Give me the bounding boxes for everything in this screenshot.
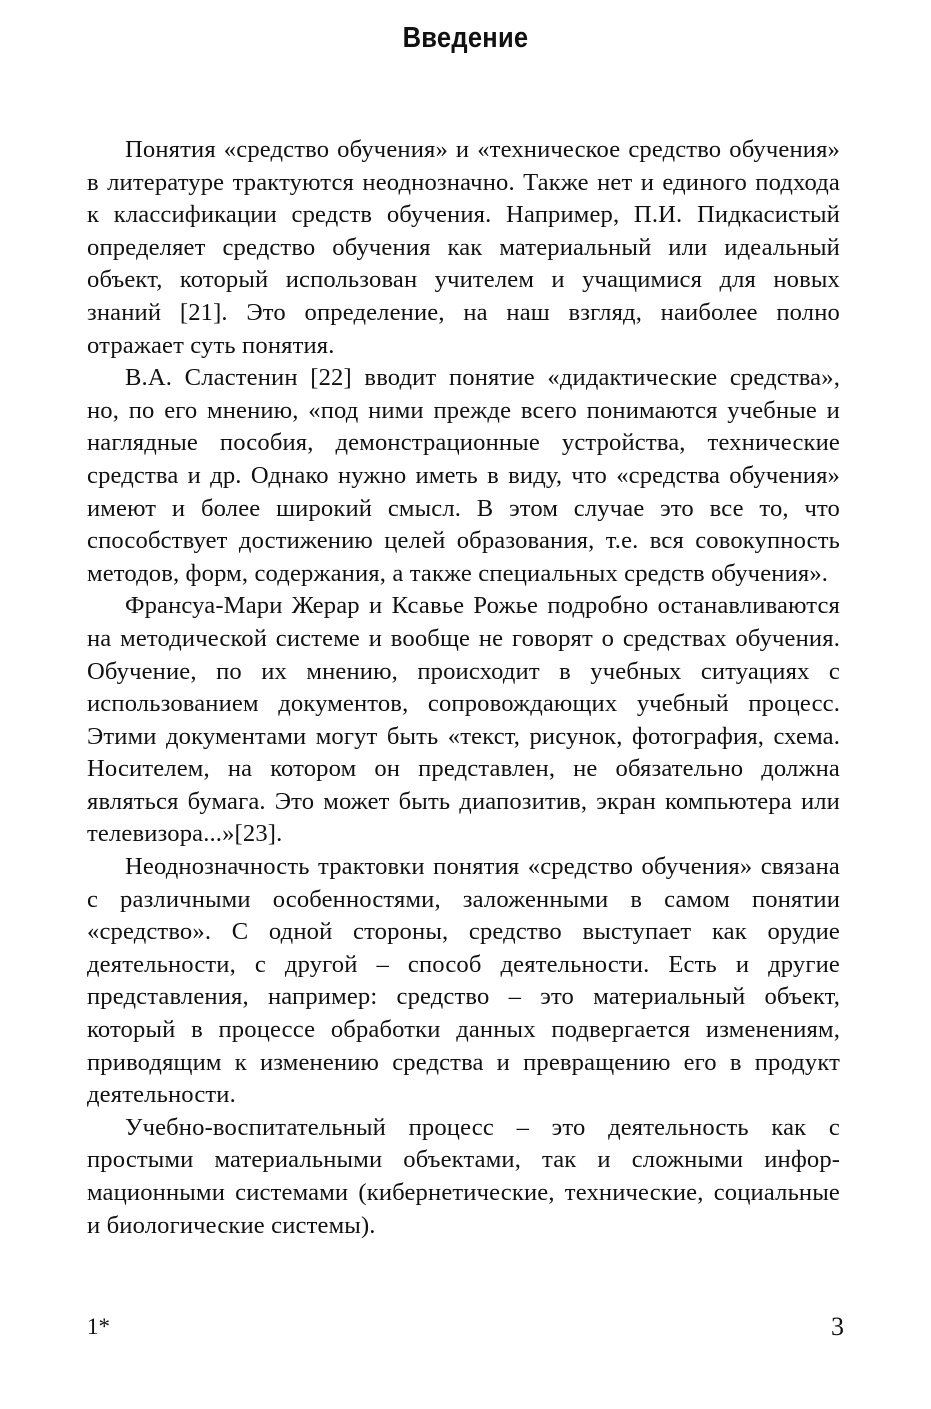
paragraph-1: Понятия «средство обучения» и «техническое средство обучения» в литературе трактуются неоднозначно. Также нет и единого подхода к классификации средств обучения. Например, П.И. Пидкасистый определяет средство обучения как материальный или идеальный объект, который использован учителем и учащимися для новых знаний [21]. Это определение, на наш взгляд, наиболее полно отражает суть понятия. (87, 136, 840, 359)
footer-signature: 1* (87, 1314, 110, 1339)
paragraph-4: Неоднозначность трактовки понятия «средство обучения» связана с различными особенностями, заложенными в самом понятии «средство». С одной стороны, средство выступает как орудие деятельности, с другой – способ деятельности. Есть и другие представления, например: средство – это материальный объект, который в процессе обработки данных подвергается изменениям, приводящим к изменению средства и превращению его в продукт деятельности. (87, 853, 840, 1109)
page-number: 3 (831, 1312, 844, 1341)
page-title: Введение (402, 22, 529, 54)
paragraph-3: Франсуа-Мари Жерар и Ксавье Рожье подробно останавливаются на методической системе и вообще не говорят о средствах обучения. Обучение, по их мнению, происходит в учебных ситуациях с использованием документов, сопровождающих учебный процесс. Этими документами могут быть «текст, рисунок, фотография, схема. Носителем, на котором он представлен, не обязательно должна являться бумага. Это может быть диапозитив, экран компьютера или телевизора...»[23]. (87, 592, 840, 848)
paragraph-2: В.А. Сластенин [22] вводит понятие «дидактические средства», но, по его мнению, «под ними прежде всего понимаются учебные и наглядные пособия, демонстрационные устройства, технические средства и др. Однако нужно иметь в виду, что «средства обучения» имеют и более широкий смысл. В этом случае это все то, что способствует достижению целей образования, т.е. вся совокупность методов, форм, содержания, а также специальных средств обучения». (87, 364, 840, 587)
body-text (87, 134, 840, 1242)
paragraph-5: Учебно-воспитательный процесс – это деятельность как с простыми материальными объектами, так и сложными информационными системами (кибернетические, технические, социальные и биологические системы). (87, 1113, 840, 1239)
